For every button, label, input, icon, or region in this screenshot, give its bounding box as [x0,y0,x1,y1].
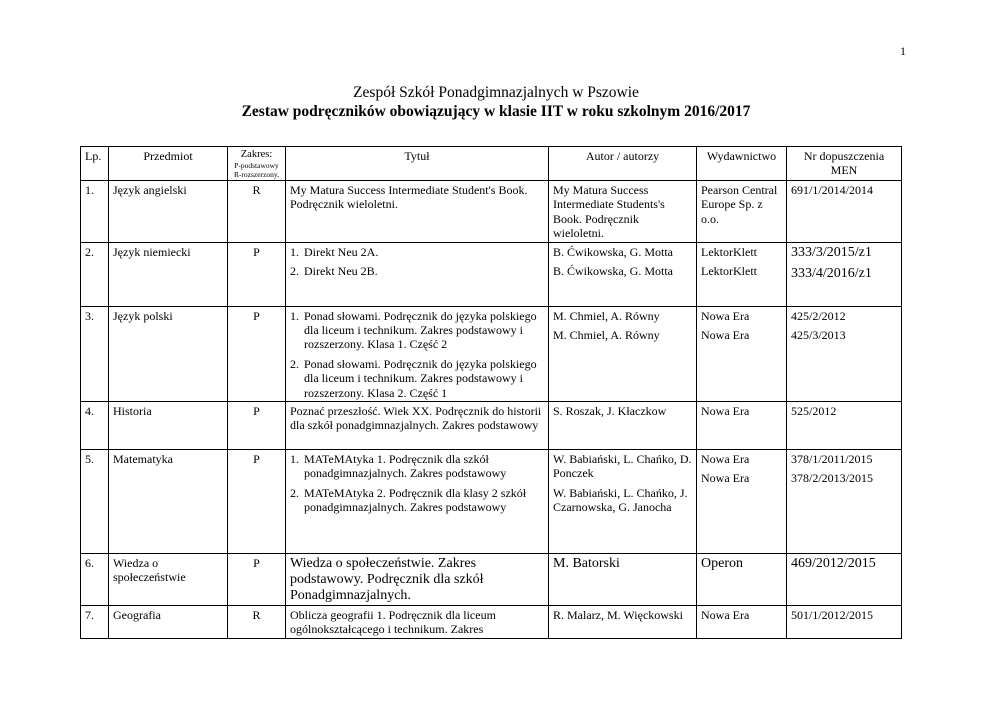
book-publisher: Operon [701,556,743,572]
cell-tytul [286,450,549,554]
book-publisher: Nowa Era [701,452,750,467]
table-header-row [81,147,902,181]
entry-number: 2. [290,485,299,500]
cell-autor [549,402,697,450]
title-entry [290,309,544,352]
cell-tytul [286,181,549,243]
title-entry [290,452,544,481]
scope-value: R [252,183,261,197]
title-entry [290,556,544,604]
approval-number: 691/1/2014/2014 [791,183,874,197]
book-author: B. Ćwikowska, G. Motta [553,264,673,279]
book-publisher: Nowa Era [701,471,750,486]
cell-przedmiot [109,450,228,554]
cell-wydawnictwo [697,402,787,450]
cell-lp [81,402,109,450]
school-name: Zespół Szkół Ponadgimnazjalnych w Pszowie [353,84,639,101]
book-author: M. Batorski [553,556,620,572]
row-number: 2. [85,244,94,259]
row-number: 6. [85,556,94,571]
cell-autor [549,306,697,401]
document-header [0,83,992,121]
cell-zakres [228,181,286,243]
subject-name: Wiedza o społeczeństwie [113,556,186,585]
scope-value: P [253,244,260,259]
subject-name: Geografia [113,608,161,623]
cell-autor [549,554,697,606]
document-title: Zestaw podręczników obowiązujący w klasie IIT w roku szkolnym 2016/2017 [241,103,751,120]
book-publisher: LektorKlett [701,264,757,279]
scope-value: P [253,404,260,419]
subject-name: Matematyka [113,452,173,467]
book-publisher: Pearson Central Europe Sp. z o.o. [701,183,778,226]
book-title: Direkt Neu 2A. [304,244,379,259]
book-author: S. Roszak, J. Kłaczkow [553,404,667,419]
table-row [81,402,902,450]
book-title: Oblicza geografii 1. Podręcznik dla liceum ogólnokształcącego i technikum. Zakres [290,608,496,637]
cell-autor [549,242,697,306]
book-publisher: LektorKlett [701,244,757,259]
book-publisher: Nowa Era [701,608,750,623]
cell-zakres [228,306,286,401]
cell-autor [549,450,697,554]
cell-wydawnictwo [697,554,787,606]
book-author: M. Chmiel, A. Równy [553,308,660,323]
entry-number: 1. [290,244,299,259]
table-row [81,606,902,639]
header-przedmiot: Przedmiot [109,147,228,181]
cell-wydawnictwo [697,181,787,243]
cell-tytul [286,606,549,639]
entry-number: 1. [290,452,299,467]
book-title: MATeMAtyka 2. Podręcznik dla klasy 2 szkół ponadgimnazjalnych. Zakres podstawowy [304,485,527,515]
approval-number: 425/2/2012 [791,308,846,323]
cell-tytul [286,242,549,306]
cell-przedmiot [109,242,228,306]
book-title: My Matura Success Intermediate Student's Book. Podręcznik wieloletni. [290,183,528,212]
approval-number: 501/1/2012/2015 [791,608,874,623]
table-row [81,450,902,554]
title-entry [290,486,544,515]
header-lp: Lp. [81,147,109,181]
subject-name: Historia [113,404,152,419]
title-entry [290,245,544,259]
scope-value: P [253,556,260,571]
header-nr-men: Nr dopuszczenia MEN [787,147,902,181]
header-zakres-p: P-podstawowy [234,161,279,170]
cell-nr-men [787,402,902,450]
subject-name: Język polski [113,308,173,323]
cell-autor [549,606,697,639]
book-author: My Matura Success Intermediate Students's Book. Podręcznik wieloletni. [553,183,665,241]
header-zakres-label: Zakres: [240,149,273,160]
book-publisher: Nowa Era [701,308,750,323]
approval-number: 378/2/2013/2015 [791,471,874,486]
approval-number: 333/4/2016/z1 [791,265,872,281]
cell-autor [549,181,697,243]
cell-przedmiot [109,606,228,639]
book-author: R. Malarz, M. Więckowski [553,608,683,623]
cell-zakres [228,402,286,450]
table-row [81,306,902,401]
book-author: B. Ćwikowska, G. Motta [553,244,673,259]
header-zakres [228,147,286,181]
header-autor: Autor / autorzy [549,147,697,181]
cell-lp [81,306,109,401]
cell-przedmiot [109,181,228,243]
title-entry [290,264,544,278]
table-row [81,554,902,606]
row-number: 5. [85,452,94,467]
cell-przedmiot [109,402,228,450]
book-author: M. Chmiel, A. Równy [553,328,660,343]
title-entry [290,608,544,637]
book-title: Poznać przeszłość. Wiek XX. Podręcznik do historii dla szkół ponadgimnazjalnych. Zakres podstawowy [290,404,542,433]
cell-zakres [228,554,286,606]
cell-nr-men [787,306,902,401]
cell-przedmiot [109,554,228,606]
cell-przedmiot [109,306,228,401]
cell-tytul [286,306,549,401]
table-row [81,181,902,243]
cell-lp [81,181,109,243]
cell-zakres [228,606,286,639]
entry-number: 2. [290,264,299,279]
table-row [81,242,902,306]
scope-value: P [253,452,260,467]
approval-number: 378/1/2011/2015 [791,452,873,467]
approval-number: 525/2012 [791,404,837,419]
book-publisher: Nowa Era [701,328,750,343]
approval-number: 333/3/2015/z1 [791,244,872,260]
approval-number: 469/2012/2015 [791,556,876,572]
cell-nr-men [787,554,902,606]
cell-lp [81,450,109,554]
book-author: W. Babiański, L. Chańko, D. Ponczek [553,452,692,481]
row-number: 4. [85,404,94,419]
book-title: MATeMAtyka 1. Podręcznik dla szkół ponadgimnazjalnych. Zakres podstawowy [304,452,507,481]
textbook-table [80,146,902,639]
title-entry [290,357,544,400]
cell-nr-men [787,181,902,243]
cell-wydawnictwo [697,606,787,639]
cell-wydawnictwo [697,306,787,401]
page-number: 1 [900,44,906,58]
cell-lp [81,606,109,639]
cell-zakres [228,450,286,554]
header-tytul: Tytuł [286,147,549,181]
cell-zakres [228,242,286,306]
row-number: 3. [85,308,94,323]
header-wydawnictwo: Wydawnictwo [697,147,787,181]
cell-nr-men [787,242,902,306]
subject-name: Język niemiecki [113,244,191,259]
cell-lp [81,554,109,606]
row-number: 1. [85,183,94,197]
cell-nr-men [787,450,902,554]
scope-value: P [253,308,260,323]
book-title: Direkt Neu 2B. [304,264,378,279]
title-entry [290,183,544,212]
book-title: Ponad słowami. Podręcznik do języka polskiego dla liceum i technikum. Zakres podstawowy i rozszerzony. Klasa 2. Część 1 [304,356,537,400]
scope-value: R [252,608,261,623]
cell-nr-men [787,606,902,639]
book-title: Wiedza o społeczeństwie. Zakres podstawowy. Podręcznik dla szkół Ponadgimnazjalnych. [290,556,484,604]
entry-number: 1. [290,308,299,323]
cell-tytul [286,402,549,450]
subject-name: Język angielski [113,183,187,197]
entry-number: 2. [290,356,299,371]
approval-number: 425/3/2013 [791,328,846,343]
header-zakres-r: R-rozszerzony, [233,170,280,179]
book-author: W. Babiański, L. Chańko, J. Czarnowska, G. Janocha [553,485,688,515]
row-number: 7. [85,608,94,623]
cell-wydawnictwo [697,242,787,306]
cell-tytul [286,554,549,606]
cell-lp [81,242,109,306]
book-title: Ponad słowami. Podręcznik do języka polskiego dla liceum i technikum. Zakres podstawowy i rozszerzony. Klasa 1. Część 2 [304,308,537,352]
title-entry [290,404,544,433]
book-publisher: Nowa Era [701,404,750,419]
cell-wydawnictwo [697,450,787,554]
